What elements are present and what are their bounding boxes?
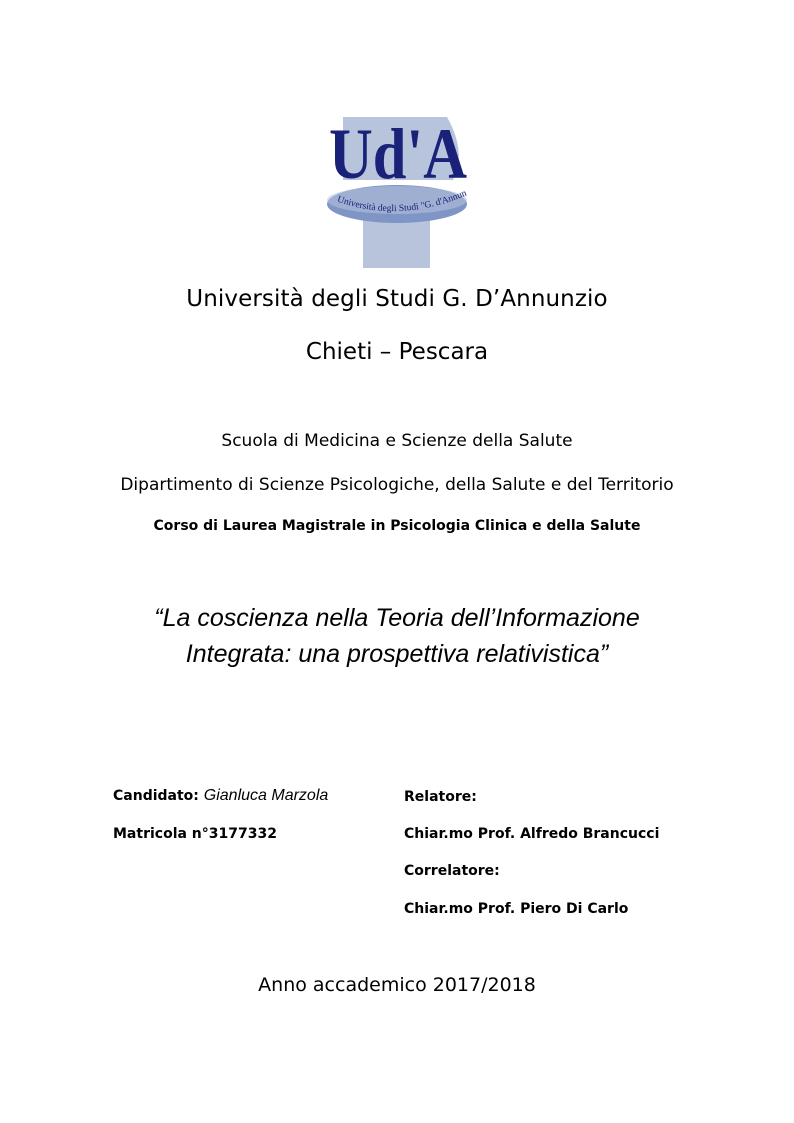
logo-letters: Ud'A xyxy=(329,114,467,194)
school-name: Scuola di Medicina e Scienze della Salute xyxy=(221,431,573,451)
university-name: Università degli Studi G. D’Annunzio xyxy=(186,286,608,312)
academic-year: Anno accademico 2017/2018 xyxy=(258,974,536,996)
department-name: Dipartimento di Scienze Psicologiche, della Salute e del Territorio xyxy=(120,475,674,495)
matricola: Matricola n°3177332 xyxy=(113,826,277,842)
university-logo xyxy=(325,112,470,268)
thesis-title-line-1: “La coscienza nella Teoria dell’Informazione xyxy=(154,604,640,632)
university-city: Chieti – Pescara xyxy=(305,339,489,365)
relatore-name: Chiar.mo Prof. Alfredo Brancucci xyxy=(404,826,660,842)
thesis-title-line-2: Integrata: una prospettiva relativistica” xyxy=(185,640,609,668)
relatore-label: Relatore: xyxy=(404,789,477,805)
correlatore-name: Chiar.mo Prof. Piero Di Carlo xyxy=(404,901,629,917)
correlatore-label: Correlatore: xyxy=(404,863,500,879)
candidate-label: Candidato: xyxy=(113,788,199,804)
logo-ring-text: Università degli Studi "G. d'Annun xyxy=(335,188,469,215)
course-name: Corso di Laurea Magistrale in Psicologia Clinica e della Salute xyxy=(153,518,641,534)
candidate-line xyxy=(113,787,328,805)
candidate-name: Gianluca Marzola xyxy=(203,787,329,804)
